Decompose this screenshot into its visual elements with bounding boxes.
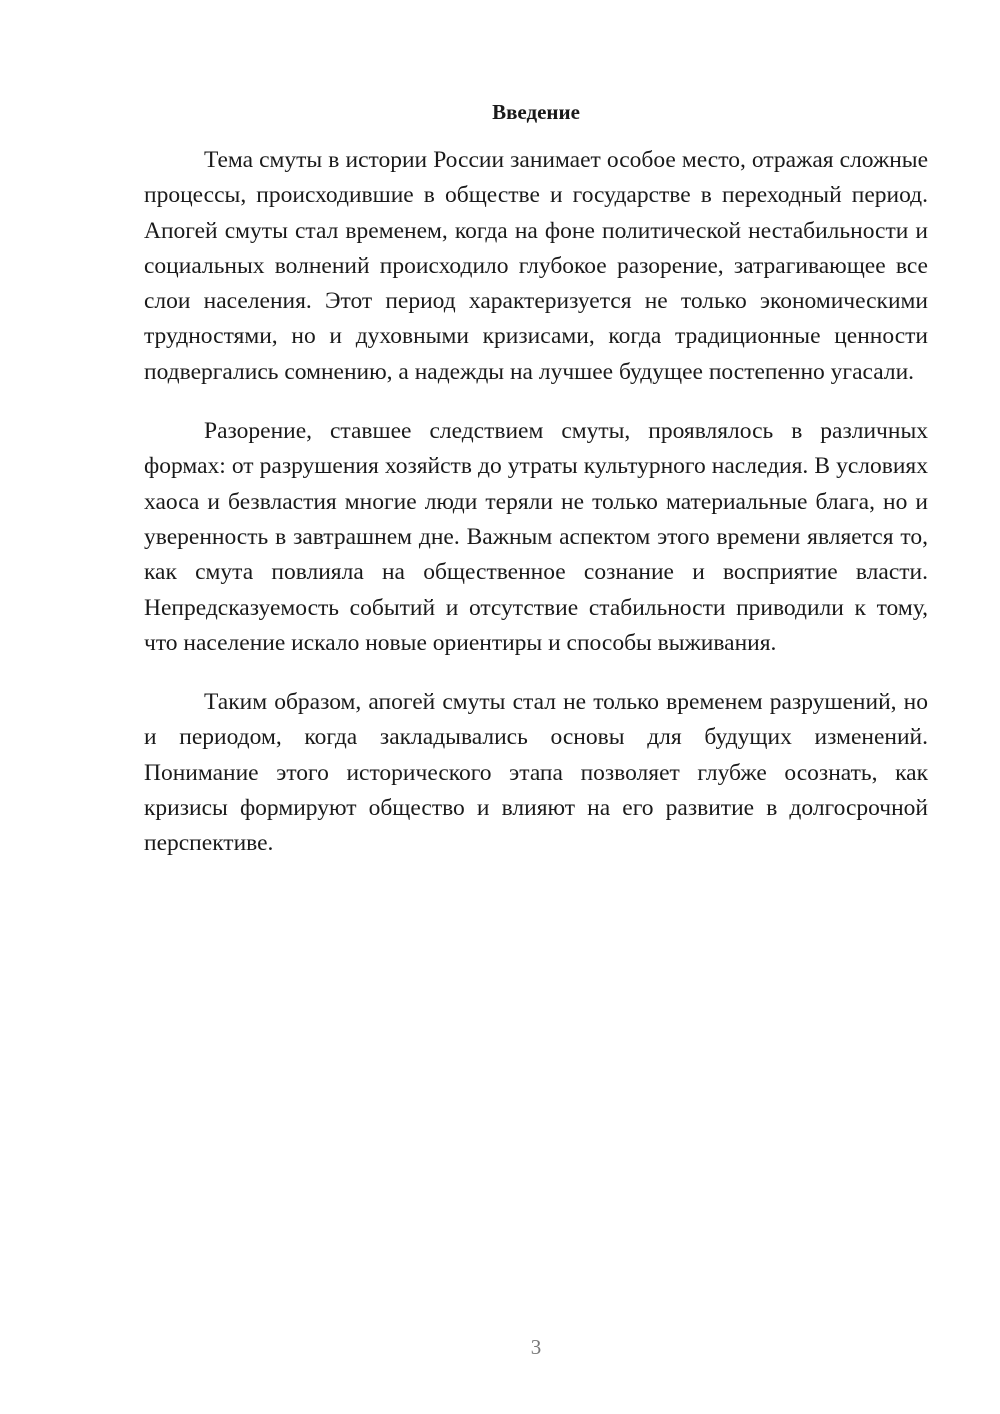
paragraph-1: Тема смуты в истории России занимает особое место, отражая сложные процессы, происходившие в обществе и государстве в переходный период. Апогей смуты стал временем, когда на фоне политической нестабильности и социальных волнений происходило глубокое разорение, затрагивающее все слои населения. Этот период характеризуется не только экономическими трудностями, но и духовными кризисами, когда традиционные ценности подвергались сомнению, а надежды на лучшее будущее постепенно угасали. bbox=[144, 147, 928, 385]
section-title: Введение bbox=[492, 100, 580, 124]
paragraph-2: Разорение, ставшее следствием смуты, проявлялось в различных формах: от разрушения хозяйств до утраты культурного наследия. В условиях хаоса и безвластия многие люди теряли не только материальные блага, но и уверенность в завтрашнем дне. Важным аспектом этого времени является то, как смута повлияла на общественное сознание и восприятие власти. Непредсказуемость событий и отсутствие стабильности приводили к тому, что население искало новые ориентиры и способы выживания. bbox=[144, 418, 928, 656]
page-number: 3 bbox=[530, 1335, 542, 1359]
paragraph-3: Таким образом, апогей смуты стал не только временем разрушений, но и периодом, когда закладывались основы для будущих изменений. Понимание этого исторического этапа позволяет глубже осознать, как кризисы формируют общество и влияют на его развитие в долгосрочной перспективе. bbox=[144, 689, 928, 857]
body-text bbox=[144, 143, 928, 862]
